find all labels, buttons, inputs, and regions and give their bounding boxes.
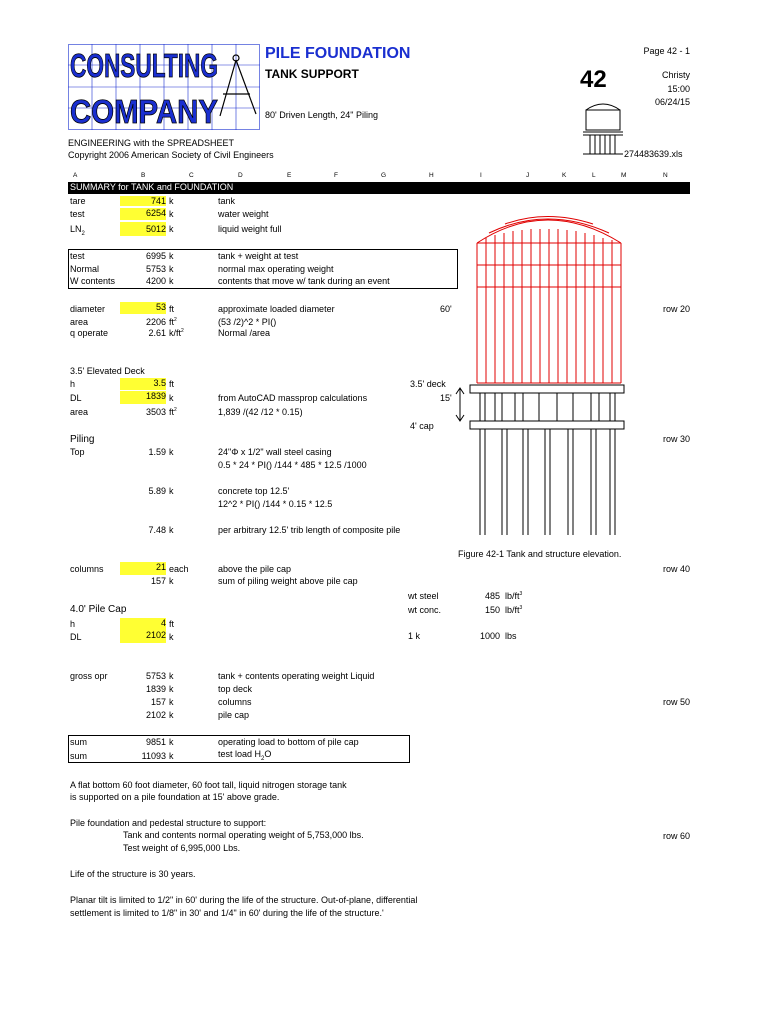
- filename: 274483639.xls: [624, 149, 683, 159]
- desc-piling-top-1: 24"Φ x 1/2" wall steel casing: [218, 447, 332, 457]
- page-subtitle: TANK SUPPORT: [265, 67, 359, 81]
- value-piling-concrete: 5.89: [148, 486, 166, 496]
- unit-wt-conc: $lb/ft^3$: [505, 605, 523, 615]
- value-deck-area: 3503: [145, 407, 166, 417]
- label-tare: tare: [70, 196, 86, 206]
- desc-area: (53 /2)^2 * PI(): [218, 317, 277, 327]
- label-sum-0: sum: [70, 737, 88, 747]
- desc-load-contents: contents that move w/ tank during an event: [218, 276, 390, 286]
- date: 06/24/15: [654, 97, 690, 107]
- svg-text:CONSULTING: CONSULTING: [70, 47, 218, 84]
- unit-gross-0: k: [169, 671, 174, 681]
- copyright: Copyright 2006 American Society of Civil Engineers: [68, 150, 274, 160]
- figure-caption: Figure 42-1 Tank and structure elevation.: [458, 549, 622, 559]
- desc-test: water weight: [218, 209, 269, 219]
- row-marker-30: row 30: [662, 434, 690, 444]
- label-deck-h: h: [70, 379, 76, 389]
- col-header-j: J: [526, 172, 530, 179]
- note-2-line-1: Pile foundation and pedestal structure to support:: [70, 818, 267, 828]
- col-header-g: G: [381, 172, 387, 179]
- tank-icon: [580, 96, 626, 158]
- desc-piling-concrete-1: concrete top 12.5': [218, 486, 290, 496]
- deck-heading: 3.5' Elevated Deck: [70, 366, 145, 376]
- label-cap-dl: DL: [70, 632, 82, 642]
- author: Christy: [661, 70, 690, 80]
- unit-piling-weight: k: [169, 576, 174, 586]
- unit-deck-area: $ft^2$: [169, 407, 177, 417]
- desc-q-operate: Normal /area: [218, 328, 271, 338]
- desc-diameter: approximate loaded diameter: [218, 304, 335, 314]
- desc-gross-0: tank + contents operating weight Liquid: [218, 671, 375, 681]
- value-test[interactable]: 6254: [120, 208, 166, 220]
- note-1-line-1: A flat bottom 60 foot diameter, 60 foot tall, liquid nitrogen storage tank: [70, 780, 347, 790]
- note-4-line-2: settlement is limited to 1/8" in 30' and 1/4" in 60' during the life of the structure.': [70, 908, 384, 918]
- unit-q-operate: $k/ft^2$: [169, 328, 184, 338]
- desc-piling-total: per arbitrary 12.5' trib length of composite pile: [218, 525, 401, 535]
- value-kip: 1000: [479, 631, 500, 641]
- value-gross-3: 2102: [145, 710, 166, 720]
- unit-load-contents: k: [169, 276, 174, 286]
- desc-tare: tank: [218, 196, 236, 206]
- label-load-contents: W contents: [70, 276, 116, 286]
- company-logo: [68, 44, 260, 130]
- note-4-line-1: Planar tilt is limited to 1/2" in 60' during the life of the structure. Out-of-plane, differential: [70, 895, 418, 905]
- unit-load-normal: k: [169, 264, 174, 274]
- unit-piling-total: k: [169, 525, 174, 535]
- unit-ln2: k: [169, 224, 174, 234]
- value-deck-h[interactable]: 3.5: [120, 378, 166, 390]
- unit-cap-dl: k: [169, 632, 174, 642]
- page-number: Page 42 - 1: [643, 46, 690, 56]
- label-test: test: [70, 209, 85, 219]
- value-q-operate: 2.61: [148, 328, 166, 338]
- col-header-l: L: [592, 172, 596, 179]
- note-2-line-3: Test weight of 6,995,000 Lbs.: [123, 843, 241, 853]
- col-header-a: A: [73, 172, 78, 179]
- desc-sum-0: operating load to bottom of pile cap: [218, 737, 359, 747]
- figure-label-15: 15': [440, 393, 452, 403]
- tagline: ENGINEERING with the SPREADSHEET: [68, 138, 235, 148]
- value-sum-1: 11093: [141, 751, 166, 761]
- label-load-test: test: [70, 251, 85, 261]
- tank-elevation-figure: [455, 205, 640, 545]
- label-ln2: $LN_2$: [70, 224, 85, 237]
- desc-gross-3: pile cap: [218, 710, 250, 720]
- label-load-normal: Normal: [70, 264, 100, 274]
- row-marker-50: row 50: [662, 697, 690, 707]
- col-header-d: D: [238, 172, 243, 179]
- desc-piling-top-2: 0.5 * 24 * PI() /144 * 485 * 12.5 /1000: [218, 460, 367, 470]
- label-diameter: diameter: [70, 304, 106, 314]
- desc-gross-2: columns: [218, 697, 252, 707]
- label-q-operate: q operate: [70, 328, 109, 338]
- unit-kip: lbs: [505, 631, 517, 641]
- value-sum-0: 9851: [145, 737, 166, 747]
- unit-area: $ft^2$: [169, 317, 177, 327]
- chapter-number: 42: [580, 66, 607, 93]
- unit-gross-2: k: [169, 697, 174, 707]
- value-load-test: 6995: [145, 251, 166, 261]
- row-marker-20: row 20: [662, 304, 690, 314]
- desc-ln2: liquid weight full: [218, 224, 282, 234]
- desc-columns: above the pile cap: [218, 564, 292, 574]
- label-wt-conc: wt conc.: [408, 605, 442, 615]
- summary-bar: SUMMARY for TANK and FOUNDATION: [68, 182, 690, 194]
- col-header-h: H: [429, 172, 434, 179]
- unit-columns: each: [169, 564, 189, 574]
- value-gross-2: 157: [150, 697, 166, 707]
- value-diameter[interactable]: 53: [120, 302, 166, 314]
- value-cap-h[interactable]: 4: [120, 618, 166, 630]
- unit-diameter: ft: [169, 304, 175, 314]
- description: 80' Driven Length, 24" Piling: [265, 110, 378, 120]
- label-deck-area: area: [70, 407, 89, 417]
- value-cap-dl[interactable]: 2102: [120, 630, 166, 643]
- unit-gross-1: k: [169, 684, 174, 694]
- unit-piling-top: k: [169, 447, 174, 457]
- page-title: PILE FOUNDATION: [265, 45, 411, 62]
- col-header-i: I: [480, 172, 482, 179]
- label-area: area: [70, 317, 89, 327]
- unit-cap-h: ft: [169, 619, 175, 629]
- value-gross-1: 1839: [145, 684, 166, 694]
- label-piling-top: Top: [70, 447, 85, 457]
- col-header-f: F: [334, 172, 338, 179]
- desc-sum-1: test load $H_2O$: [218, 749, 272, 762]
- label-kip: 1 k: [408, 631, 421, 641]
- value-wt-steel: 485: [484, 591, 500, 601]
- desc-gross-1: top deck: [218, 684, 253, 694]
- desc-load-normal: normal max operating weight: [218, 264, 334, 274]
- label-cap-h: h: [70, 619, 76, 629]
- row-marker-60: row 60: [662, 831, 690, 841]
- unit-wt-steel: $lb/ft^3$: [505, 591, 523, 601]
- label-sum-1: sum: [70, 751, 88, 761]
- value-tare[interactable]: 741: [120, 196, 166, 206]
- col-header-c: C: [189, 172, 194, 179]
- svg-text:COMPANY: COMPANY: [70, 93, 218, 130]
- unit-deck-dl: k: [169, 393, 174, 403]
- figure-label-60: 60': [440, 304, 452, 314]
- desc-deck-dl: from AutoCAD massprop calculations: [218, 393, 368, 403]
- piling-heading: Piling: [70, 434, 95, 445]
- desc-deck-area: 1,839 /(42 /12 * 0.15): [218, 407, 303, 417]
- value-deck-dl[interactable]: 1839: [120, 391, 166, 404]
- desc-piling-weight: sum of piling weight above pile cap: [218, 576, 358, 586]
- value-gross-0: 5753: [145, 671, 166, 681]
- value-piling-weight: 157: [150, 576, 166, 586]
- col-header-b: B: [141, 172, 146, 179]
- col-header-n: N: [663, 172, 668, 179]
- time: 15:00: [667, 84, 690, 94]
- label-columns: columns: [70, 564, 104, 574]
- value-load-contents: 4200: [145, 276, 166, 286]
- col-header-m: M: [621, 172, 627, 179]
- desc-load-test: tank + weight at test: [218, 251, 299, 261]
- unit-load-test: k: [169, 251, 174, 261]
- label-wt-steel: wt steel: [408, 591, 439, 601]
- value-piling-top: 1.59: [148, 447, 166, 457]
- col-header-k: K: [562, 172, 567, 179]
- value-piling-total: 7.48: [148, 525, 166, 535]
- unit-sum-0: k: [169, 737, 174, 747]
- value-wt-conc: 150: [484, 605, 500, 615]
- desc-piling-concrete-2: 12^2 * PI() /144 * 0.15 * 12.5: [218, 499, 333, 509]
- col-header-e: E: [287, 172, 292, 179]
- note-3: Life of the structure is 30 years.: [70, 869, 196, 879]
- unit-sum-1: k: [169, 751, 174, 761]
- unit-piling-concrete: k: [169, 486, 174, 496]
- note-1-line-2: is supported on a pile foundation at 15' above grade.: [70, 792, 280, 802]
- figure-label-deck: 3.5' deck: [410, 379, 446, 389]
- unit-deck-h: ft: [169, 379, 175, 389]
- unit-gross-3: k: [169, 710, 174, 720]
- label-deck-dl: DL: [70, 393, 82, 403]
- value-area: 2206: [145, 317, 166, 327]
- figure-label-cap: 4' cap: [410, 421, 434, 431]
- row-marker-40: row 40: [662, 564, 690, 574]
- pile-cap-heading: 4.0' Pile Cap: [70, 604, 127, 615]
- value-columns[interactable]: 21: [120, 562, 166, 575]
- value-load-normal: 5753: [145, 264, 166, 274]
- unit-test: k: [169, 209, 174, 219]
- unit-tare: k: [169, 196, 174, 206]
- value-ln2[interactable]: 5012: [120, 222, 166, 236]
- label-gross: gross opr: [70, 671, 108, 681]
- note-2-line-2: Tank and contents normal operating weight of 5,753,000 lbs.: [123, 830, 364, 840]
